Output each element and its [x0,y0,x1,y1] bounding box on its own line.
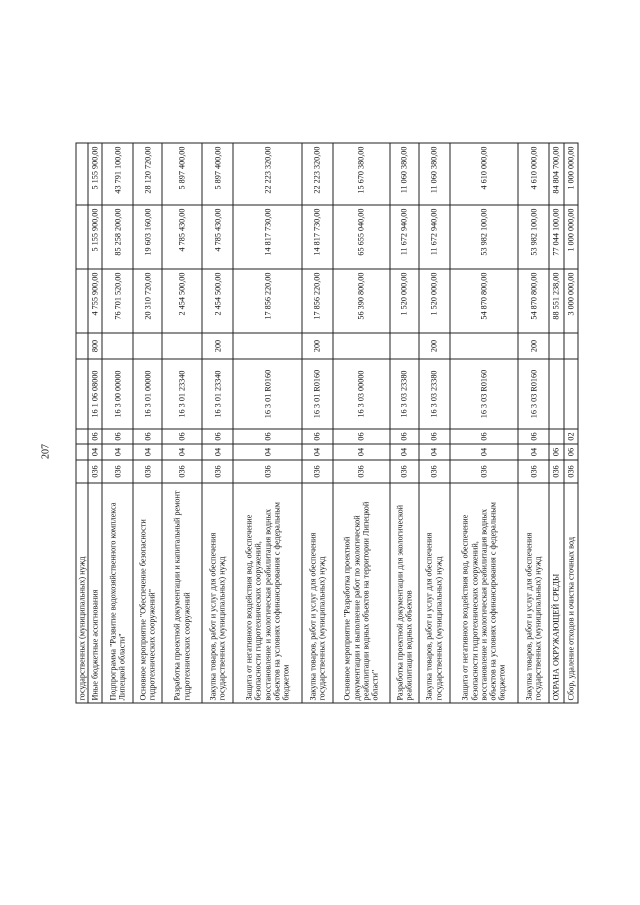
row-value-3: 84 804 700,00 [549,143,563,205]
budget-table [76,143,579,704]
row-pr: 06 [419,429,450,444]
row-name: Основное мероприятие "Обеспечение безопасности гидротехнических сооружений" [133,483,162,703]
row-rz: 04 [133,444,162,460]
row-rz [76,444,88,460]
row-value-1: 54 870 800,00 [518,269,549,333]
row-gr: 036 [302,460,333,483]
row-value-3: 4 610 000,00 [450,143,519,205]
rotated-table-wrapper [76,144,579,704]
row-pr: 06 [450,429,519,444]
row-value-2: 14 817 730,00 [302,205,333,269]
row-value-1: 4 755 900,00 [88,269,102,333]
row-pr [76,429,88,444]
row-rz: 06 [564,444,578,460]
row-value-1: 88 551 238,00 [549,269,563,333]
row-pr: 06 [333,429,390,444]
row-gr: 036 [390,460,419,483]
row-value-3: 1 000 000,00 [564,143,578,205]
row-gr: 036 [564,460,578,483]
row-cs: 16 3 00 00000 [102,359,133,429]
row-rz: 04 [88,444,102,460]
row-value-2: 65 655 040,00 [333,205,390,269]
row-value-2: 11 672 940,00 [419,205,450,269]
row-value-1: 3 000 000,00 [564,269,578,333]
row-gr: 036 [419,460,450,483]
row-vr [162,333,202,359]
row-value-2: 11 672 940,00 [390,205,419,269]
row-vr [564,333,578,359]
row-pr: 06 [518,429,549,444]
row-value-1: 20 310 720,00 [133,269,162,333]
row-name: Закупка товаров, работ и услуг для обеспечения государственных (муниципальных) нужд [518,483,549,703]
row-value-2: 77 044 100,00 [549,205,563,269]
row-value-3 [76,143,88,205]
row-name: Закупка товаров, работ и услуг для обеспечения государственных (муниципальных) нужд [302,483,333,703]
row-value-1: 17 856 220,00 [233,269,302,333]
row-pr: 02 [564,429,578,444]
row-value-3: 4 610 000,00 [518,143,549,205]
table-row [549,143,563,703]
row-value-1: 1 520 000,00 [390,269,419,333]
row-vr: 200 [419,333,450,359]
row-rz: 04 [102,444,133,460]
table-row [233,143,302,703]
row-rz: 04 [518,444,549,460]
row-vr: 200 [302,333,333,359]
row-gr: 036 [162,460,202,483]
row-pr: 06 [302,429,333,444]
row-pr: 06 [88,429,102,444]
row-cs: 16 3 03 23380 [390,359,419,429]
row-cs: 16 3 01 R0160 [302,359,333,429]
row-name: Закупка товаров, работ и услуг для обеспечения государственных (муниципальных) нужд [202,483,233,703]
row-value-3: 22 223 320,00 [233,143,302,205]
row-name: Закупка товаров, работ и услуг для обеспечения государственных (муниципальных) нужд [419,483,450,703]
row-cs: 16 3 01 00000 [133,359,162,429]
row-rz: 04 [390,444,419,460]
row-gr: 036 [88,460,102,483]
table-row [88,143,102,703]
row-cs: 16 3 03 00000 [333,359,390,429]
row-gr: 036 [202,460,233,483]
row-vr: 800 [88,333,102,359]
row-value-2: 14 817 730,00 [233,205,302,269]
table-row [162,143,202,703]
row-rz: 04 [162,444,202,460]
row-cs: 16 3 01 23340 [162,359,202,429]
table-row [333,143,390,703]
row-name: Основное мероприятие "Разработка проектной документации и выполнение работ по экологической реабилитации водных объектов на территории Липецкой области" [333,483,390,703]
table-row [302,143,333,703]
row-pr: 06 [390,429,419,444]
row-vr [549,333,563,359]
row-value-3: 28 120 720,00 [133,143,162,205]
row-value-1: 2 454 500,00 [202,269,233,333]
row-value-2: 53 982 100,00 [450,205,519,269]
row-rz: 04 [333,444,390,460]
row-gr: 036 [133,460,162,483]
row-cs: 16 3 01 23340 [202,359,233,429]
row-value-1: 1 520 000,00 [419,269,450,333]
row-rz: 04 [202,444,233,460]
table-row [76,143,88,703]
row-pr: 06 [133,429,162,444]
row-vr [390,333,419,359]
table-row [390,143,419,703]
row-rz: 06 [549,444,563,460]
table-row [102,143,133,703]
table-row [133,143,162,703]
row-cs: 16 3 03 R0160 [450,359,519,429]
row-value-1: 2 454 500,00 [162,269,202,333]
row-name: государственных (муниципальных) нужд [76,483,88,703]
table-row [564,143,578,703]
row-gr: 036 [333,460,390,483]
row-value-2: 85 258 200,00 [102,205,133,269]
row-vr [233,333,302,359]
row-pr: 06 [162,429,202,444]
row-rz: 04 [302,444,333,460]
row-value-3: 22 223 320,00 [302,143,333,205]
row-pr: 06 [202,429,233,444]
row-vr [333,333,390,359]
row-value-1: 56 390 800,00 [333,269,390,333]
row-cs [564,359,578,429]
row-value-3: 5 897 400,00 [202,143,233,205]
row-cs: 16 3 03 R0160 [518,359,549,429]
row-value-1: 76 701 520,00 [102,269,133,333]
row-value-2: 53 982 100,00 [518,205,549,269]
table-row [202,143,233,703]
row-value-3: 43 791 100,00 [102,143,133,205]
row-cs [549,359,563,429]
row-value-1 [76,269,88,333]
row-pr: 06 [233,429,302,444]
row-vr [450,333,519,359]
table-row [450,143,519,703]
row-name: Подпрограмма "Развитие водохозяйственного комплекса Липецкой области" [102,483,133,703]
row-gr: 036 [102,460,133,483]
row-rz: 04 [450,444,519,460]
row-value-1: 17 856 220,00 [302,269,333,333]
row-cs: 16 3 01 R0160 [233,359,302,429]
row-vr: 200 [202,333,233,359]
row-gr [76,460,88,483]
row-vr [76,333,88,359]
row-value-2: 4 785 430,00 [202,205,233,269]
row-cs: 16 1 06 08000 [88,359,102,429]
row-gr: 036 [549,460,563,483]
row-name: Защита от негативного воздействия вод, обеспечение безопасности гидротехнических сооружений, восстановление и экологическая реабилитация водных объектов на условиях софинансирования с федеральным бюджетом [233,483,302,703]
row-value-2: 5 155 900,00 [88,205,102,269]
row-cs [76,359,88,429]
row-name: Сбор, удаление отходов и очистка сточных вод [564,483,578,703]
row-pr [549,429,563,444]
row-rz: 04 [419,444,450,460]
row-vr [102,333,133,359]
row-value-1: 54 870 800,00 [450,269,519,333]
row-rz: 04 [233,444,302,460]
row-value-2: 4 785 430,00 [162,205,202,269]
row-name: Иные бюджетные ассигнования [88,483,102,703]
row-vr [133,333,162,359]
budget-table-body [76,143,578,703]
row-value-3: 11 060 380,00 [390,143,419,205]
row-value-3: 5 155 900,00 [88,143,102,205]
row-name: ОХРАНА ОКРУЖАЮЩЕЙ СРЕДЫ [549,483,563,703]
row-pr: 06 [102,429,133,444]
row-vr: 200 [518,333,549,359]
row-name: Разработка проектной документации и капитальный ремонт гидротехнических сооружений [162,483,202,703]
row-name: Разработка проектной документации для экологической реабилитации водных объектов [390,483,419,703]
row-value-3: 5 897 400,00 [162,143,202,205]
row-value-3: 11 060 380,00 [419,143,450,205]
row-name: Защита от негативного воздействия вод, обеспечение безопасности гидротехнических сооружений, восстановление и экологическая реабилитация водных объектов на условиях софинансирования с федеральным бюджетом [450,483,519,703]
row-value-2: 1 000 000,00 [564,205,578,269]
page-number: 207 [40,444,52,459]
row-cs: 16 3 03 23380 [419,359,450,429]
row-gr: 036 [233,460,302,483]
row-gr: 036 [450,460,519,483]
table-row [518,143,549,703]
row-value-3: 15 670 380,00 [333,143,390,205]
row-value-2: 19 603 160,00 [133,205,162,269]
row-gr: 036 [518,460,549,483]
row-value-2 [76,205,88,269]
table-row [419,143,450,703]
